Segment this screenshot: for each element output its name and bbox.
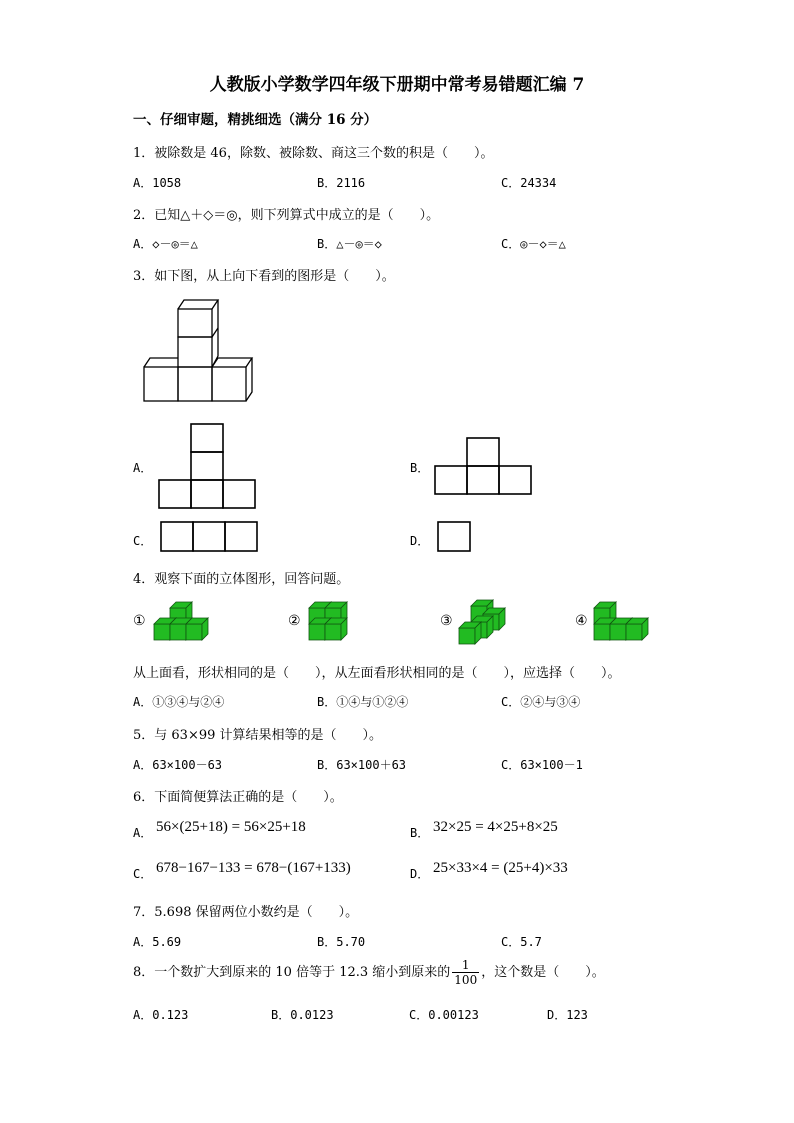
question-4: 4．观察下面的立体图形，回答问题。 <box>133 572 350 587</box>
q4-solid-4 <box>590 598 660 644</box>
green-cube <box>459 622 481 644</box>
q2-option-c[interactable]: C．◎－◇＝△ <box>501 237 566 251</box>
q3-option-a-label[interactable]: A． <box>133 461 153 475</box>
q8-fraction-denominator: 100 <box>454 973 478 987</box>
q8-option-d[interactable]: D．123 <box>547 1008 588 1022</box>
q4-question: 从上面看，形状相同的是（ ），从左面看形状相同的是（ ），应选择（ ）。 <box>133 666 621 681</box>
q3-solid-figure <box>140 295 260 407</box>
q4-option-b[interactable]: B．①④与①②④ <box>317 695 409 709</box>
q6-option-d-expr: 25×33×4 = (25+4)×33 <box>433 860 568 876</box>
section-heading: 一、仔细审题，精挑细选（满分 16 分） <box>133 112 378 128</box>
q8-option-b[interactable]: B．0.0123 <box>271 1008 334 1022</box>
question-1: 1．被除数是 46，除数、被除数、商这三个数的积是（ ）。 <box>133 146 494 161</box>
q3-option-b-label[interactable]: B． <box>410 461 430 475</box>
q3-option-b-figure[interactable] <box>434 437 534 497</box>
q7-option-c[interactable]: C．5.7 <box>501 935 542 949</box>
green-cube <box>626 618 648 640</box>
q3-option-a-figure[interactable] <box>158 423 258 511</box>
q6-option-b-label[interactable]: B． <box>410 826 430 840</box>
q4-solid-3 <box>455 596 515 646</box>
question-2: 2．已知△＋◇＝◎，则下列算式中成立的是（ ）。 <box>133 208 440 223</box>
q6-option-a-label[interactable]: A． <box>133 826 153 840</box>
q4-label-3: ③ <box>440 613 453 629</box>
q5-option-a[interactable]: A．63×100－63 <box>133 758 223 772</box>
q1-option-c[interactable]: C．24334 <box>501 176 557 190</box>
question-8 <box>133 958 605 987</box>
q3-option-d-label[interactable]: D． <box>410 534 430 548</box>
question-7: 7．5.698 保留两位小数约是（ ）。 <box>133 905 359 920</box>
q2-option-b[interactable]: B．△－◎＝◇ <box>317 237 382 251</box>
q6-option-b-expr: 32×25 = 4×25+8×25 <box>433 819 558 835</box>
q1-option-a[interactable]: A．1058 <box>133 176 182 190</box>
q6-option-c-label[interactable]: C． <box>133 867 153 881</box>
q3-option-c-figure[interactable] <box>160 521 260 553</box>
q8-text-after: ，这个数是（ ）。 <box>481 965 605 980</box>
question-5: 5．与 63×99 计算结果相等的是（ ）。 <box>133 728 383 743</box>
q4-option-a[interactable]: A．①③④与②④ <box>133 695 225 709</box>
q2-option-a[interactable]: A．◇－◎＝△ <box>133 237 198 251</box>
q8-text-before: 8．一个数扩大到原来的 10 倍等于 12.3 缩小到原来的 <box>133 965 451 980</box>
q6-option-c-expr: 678−167−133 = 678−(167+133) <box>156 860 351 876</box>
q7-option-b[interactable]: B．5.70 <box>317 935 366 949</box>
q1-option-b[interactable]: B．2116 <box>317 176 366 190</box>
page-title: 人教版小学数学四年级下册期中常考易错题汇编 7 <box>209 75 585 95</box>
q7-option-a[interactable]: A．5.69 <box>133 935 182 949</box>
q4-label-1: ① <box>133 613 146 629</box>
q8-fraction-numerator: 1 <box>452 958 479 973</box>
q4-label-4: ④ <box>575 613 588 629</box>
q4-label-2: ② <box>288 613 301 629</box>
q4-solid-1 <box>150 598 220 644</box>
question-6: 6．下面简便算法正确的是（ ）。 <box>133 790 343 805</box>
q3-option-d-figure[interactable] <box>437 521 473 553</box>
q5-option-c[interactable]: C．63×100－1 <box>501 758 583 772</box>
q8-fraction <box>452 958 479 987</box>
q8-option-c[interactable]: C．0.00123 <box>409 1008 479 1022</box>
green-cube <box>325 618 347 640</box>
question-3: 3．如下图，从上向下看到的图形是（ ）。 <box>133 269 395 284</box>
green-cube <box>186 618 208 640</box>
q6-option-d-label[interactable]: D． <box>410 867 430 881</box>
q3-option-c-label[interactable]: C． <box>133 534 153 548</box>
q4-solid-2 <box>305 598 355 644</box>
q5-option-b[interactable]: B．63×100＋63 <box>317 758 407 772</box>
q4-option-c[interactable]: C．②④与③④ <box>501 695 581 709</box>
q8-option-a[interactable]: A．0.123 <box>133 1008 189 1022</box>
q6-option-a-expr: 56×(25+18) = 56×25+18 <box>156 819 306 835</box>
